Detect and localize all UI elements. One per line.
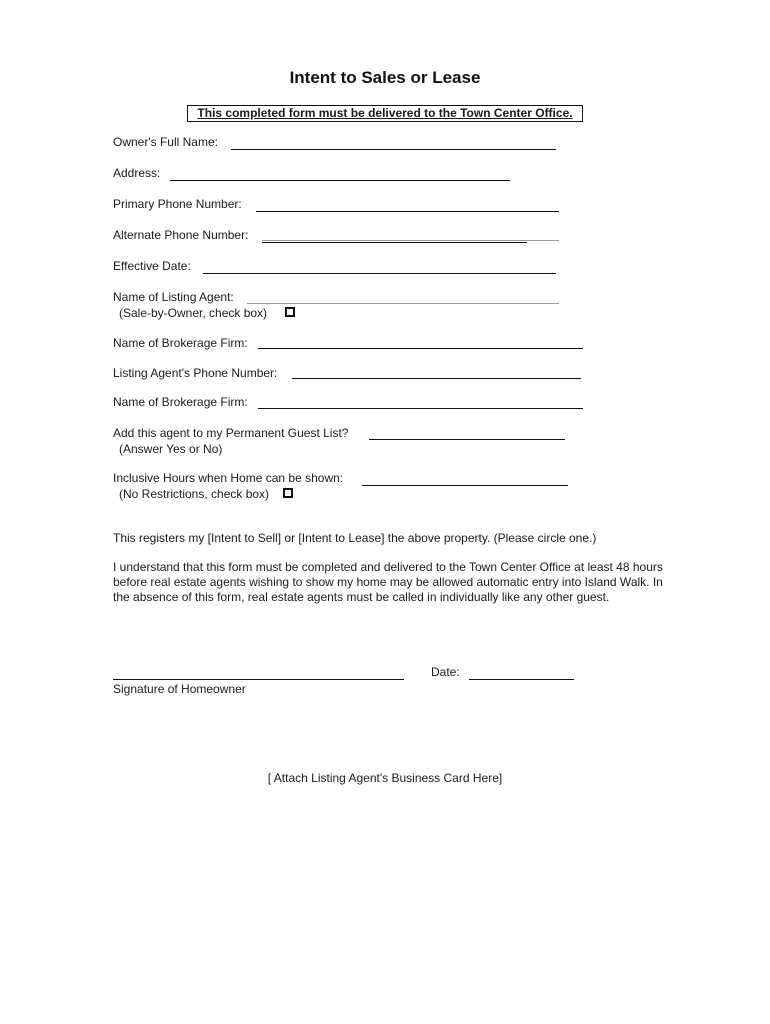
brokerage-firm-field[interactable]: [258, 348, 583, 349]
alternate-phone-label: Alternate Phone Number:: [113, 228, 249, 242]
registers-statement: This registers my [Intent to Sell] or [Intent to Lease] the above property. (Please circle one.): [113, 531, 597, 545]
inclusive-hours-field[interactable]: [362, 485, 568, 486]
agent-phone-field[interactable]: [292, 378, 581, 379]
brokerage-firm-label: Name of Brokerage Firm:: [113, 336, 248, 350]
no-restrictions-checkbox[interactable]: [283, 488, 293, 498]
understand-statement: I understand that this form must be completed and delivered to the Town Center Office at least 48 hours before real estate agents wishing to show my home may be allowed automatic entry into Island Walk. In the absence of this form, real estate agents must be called in individually like any other guest.: [113, 560, 663, 604]
brokerage-firm-2-label: Name of Brokerage Firm:: [113, 395, 248, 409]
address-field[interactable]: [170, 180, 510, 181]
primary-phone-label: Primary Phone Number:: [113, 197, 242, 211]
agent-phone-label: Listing Agent's Phone Number:: [113, 366, 278, 380]
listing-agent-label: Name of Listing Agent:: [113, 290, 234, 304]
sale-by-owner-label: (Sale-by-Owner, check box): [119, 306, 268, 320]
effective-date-label: Effective Date:: [113, 259, 191, 273]
guest-list-field[interactable]: [369, 439, 565, 440]
inclusive-hours-label: Inclusive Hours when Home can be shown:: [113, 471, 344, 485]
date-field[interactable]: [469, 679, 574, 680]
signature-field[interactable]: [113, 679, 404, 680]
owner-name-label: Owner's Full Name:: [113, 135, 218, 149]
address-label: Address:: [113, 166, 161, 180]
primary-phone-field[interactable]: [256, 211, 559, 212]
attach-card-placeholder: [ Attach Listing Agent's Business Card Here]: [267, 771, 503, 785]
delivery-notice: This completed form must be delivered to the Town Center Office.: [187, 105, 583, 122]
effective-date-field[interactable]: [203, 273, 556, 274]
owner-name-field[interactable]: [231, 149, 556, 150]
date-label: Date:: [431, 665, 460, 679]
alternate-phone-field[interactable]: [262, 242, 527, 243]
alternate-phone-field-underline: [262, 240, 559, 241]
listing-agent-field[interactable]: [247, 303, 559, 304]
signature-label: Signature of Homeowner: [113, 682, 246, 696]
form-title: Intent to Sales or Lease: [289, 68, 481, 87]
answer-hint-label: (Answer Yes or No): [119, 442, 223, 456]
brokerage-firm-2-field[interactable]: [258, 408, 583, 409]
guest-list-label: Add this agent to my Permanent Guest List?: [113, 426, 349, 440]
no-restrictions-label: (No Restrictions, check box): [119, 487, 270, 501]
sale-by-owner-checkbox[interactable]: [285, 307, 295, 317]
